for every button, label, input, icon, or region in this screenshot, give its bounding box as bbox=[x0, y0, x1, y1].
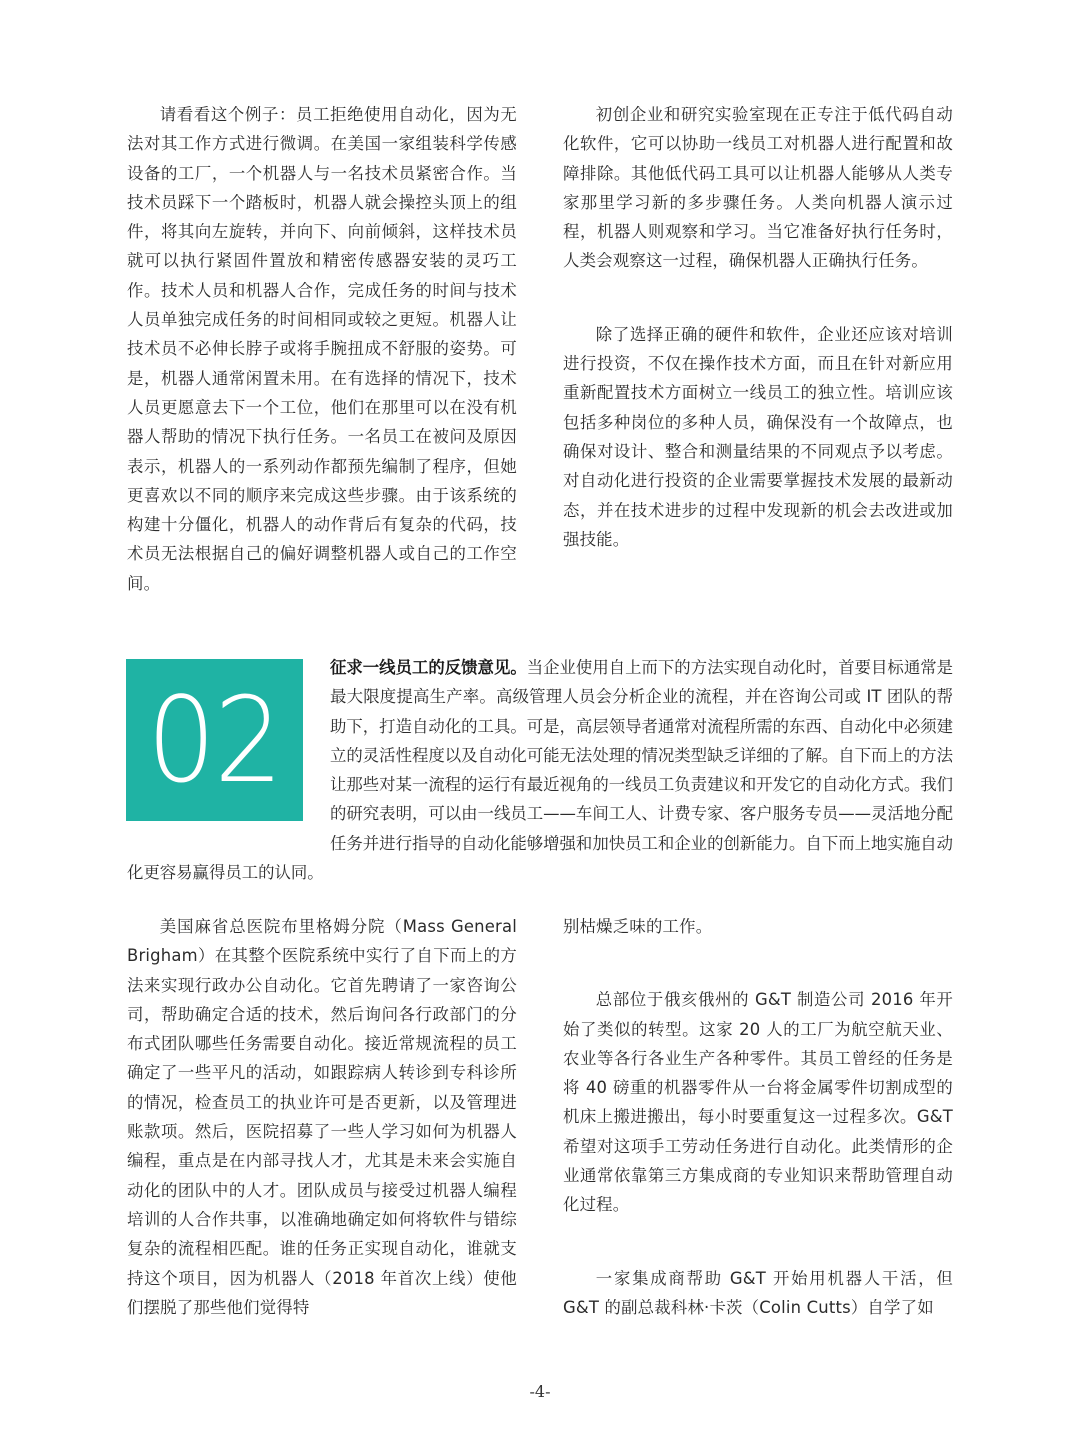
paragraph: 总部位于俄亥俄州的 G&T 制造公司 2016 年开始了类似的转型。这家 20 人的工厂为航空航天业、农业等各行各业生产各种零件。其员工曾经的任务是将 40 磅重的机器零件从一台将金属零件切割成型的机床上搬进搬出，每小时要重复这一过程多次。G&T 希望对这项手工劳动任务进行自动化。此类情形的企业通常依靠第三方集成商的专业知识来帮助管理自动化过程。 bbox=[563, 990, 953, 1215]
section-number: 02 bbox=[147, 671, 282, 809]
feature-body: 当企业使用自上而下的方法实现自动化时，首要目标通常是最大限度提高生产率。高级管理人员会分析企业的流程，并在咨询公司或 IT 团队的帮助下，打造自动化的工具。可是，高层领导者通常对流程所需的东西、自动化中必须建立的灵活性程度以及自动化可能无法处理的情况类型缺乏详细的了解。自下而上的方法让那些对某一流程的运行有最近视角的一线员工负责建议和开发它的自动化方式。我们的研究表明，可以由一线员工——车间工人、计费专家、客户服务专员——灵活地分配任务并进行指导的自动化能够增强和加快员工和企业的创新能力。自下而上地实施自动化更容易赢得员工的认同。 bbox=[127, 658, 954, 883]
feature-heading: 征求一线员工的反馈意见。 bbox=[330, 658, 527, 677]
paragraph: 除了选择正确的硬件和软件，企业还应该对培训进行投资，不仅在操作技术方面，而且在针对新应用重新配置技术方面树立一线员工的独立性。培训应该包括多种岗位的多种人员，确保没有一个故障点，也确保对设计、整合和测量结果的不同观点予以考虑。对自动化进行投资的企业需要掌握技术发展的最新动态，并在技术进步的过程中发现新的机会去改进或加强技能。 bbox=[563, 324, 953, 549]
column-bottom-right bbox=[563, 912, 953, 1322]
paragraph: 请看看这个例子：员工拒绝使用自动化，因为无法对其工作方式进行微调。在美国一家组装科学传感设备的工厂，一个机器人与一名技术员紧密合作。当技术员踩下一个踏板时，机器人就会操控头顶上的组件，将其向左旋转，并向下、向前倾斜，这样技术员就可以执行紧固件置放和精密传感器安装的灵巧工作。技术人员和机器人合作，完成任务的时间与技术人员单独完成任务的时间相同或较之更短。机器人让技术员不必伸长脖子或将手腕扭成不舒服的姿势。可是，机器人通常闲置未用。在有选择的情况下，技术人员更愿意去下一个工位，他们在那里可以在没有机器人帮助的情况下执行任务。一名员工在被问及原因表示，机器人的一系列动作都预先编制了程序，但她更喜欢以不同的顺序来完成这些步骤。由于该系统的构建十分僵化，机器人的动作背后有复杂的代码，技术员无法根据自己的偏好调整机器人或自己的工作空间。 bbox=[127, 105, 517, 593]
paragraph-continuation: 别枯燥乏味的工作。 bbox=[563, 917, 713, 936]
page-number: -4- bbox=[529, 1382, 551, 1401]
paragraph: 一家集成商帮助 G&T 开始用机器人干活，但 G&T 的副总裁科林·卡茨（Colin Cutts）自学了如 bbox=[563, 1268, 953, 1317]
column-top-right bbox=[563, 100, 953, 554]
feature-paragraph bbox=[127, 653, 953, 887]
column-top-left bbox=[127, 100, 517, 598]
paragraph: 初创企业和研究实验室现在正专注于低代码自动化软件，它可以协助一线员工对机器人进行配置和故障排除。其他低代码工具可以让机器人能够从人类专家那里学习新的多步骤任务。人类向机器人演示过程，机器人则观察和学习。当它准备好执行任务时，人类会观察这一过程，确保机器人正确执行任务。 bbox=[563, 105, 953, 271]
paragraph: 美国麻省总医院布里格姆分院（Mass General Brigham）在其整个医院系统中实行了自下而上的方法来实现行政办公自动化。它首先聘请了一家咨询公司，帮助确定合适的技术，然后询问各行政部门的分布式团队哪些任务需要自动化。接近常规流程的员工确定了一些平凡的活动，如跟踪病人转诊到专科诊所的情况，检查员工的执业许可是否更新，以及管理进账款项。然后，医院招募了一些人学习如何为机器人编程，重点是在内部寻找人才，尤其是未来会实施自动化的团队中的人才。团队成员与接受过机器人编程培训的人合作共事，以准确地确定如何将软件与错综复杂的流程相匹配。谁的任务正实现自动化，谁就支持这个项目，因为机器人（2018 年首次上线）使他们摆脱了那些他们觉得特 bbox=[127, 917, 517, 1317]
column-bottom-left bbox=[127, 912, 517, 1322]
